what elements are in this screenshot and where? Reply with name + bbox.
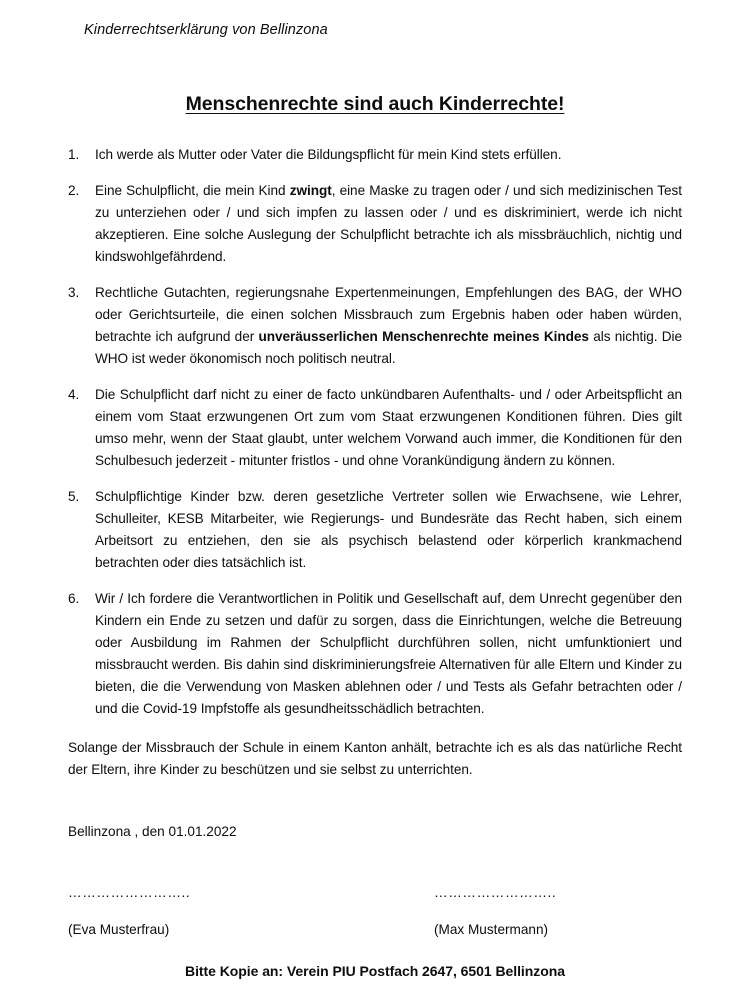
signature-line-left[interactable]: …………………….. (68, 885, 191, 900)
document-footer-note: Bitte Kopie an: Verein PIU Postfach 2647, 6501 Bellinzona (185, 963, 565, 979)
claims-list (68, 144, 682, 720)
page-title: Menschenrechte sind auch Kinderrechte! (185, 93, 565, 116)
claim-text (95, 591, 682, 716)
closing-paragraph: Solange der Missbrauch der Schule in einem Kanton anhält, betrachte ich es als das natürliche Recht der Eltern, ihre Kinder zu beschützen und sie selbst zu unterrichten. (68, 740, 682, 778)
claim-text (95, 489, 682, 570)
claim-item (68, 180, 682, 268)
signature-block-right (434, 886, 556, 937)
claim-emphasis: unveräusserlichen Menschenrechte meines Kindes (258, 329, 589, 345)
claim-text (95, 183, 682, 264)
claim-segment: Wir / Ich fordere die Verantwortlichen in Politik und Gesellschaft auf, dem Unrecht gegenüber den Kindern ein Ende zu setzen und dafür zu sorgen, dass die Einrichtungen, welche die Betreuung oder Ausbildung im Rahmen der Schulpflicht durchführen sollen, nicht umfunktioniert und missbraucht werden. Bis dahin sind diskriminierungsfreie Alternativen für alle Eltern und Kinder zu bieten, die die Verwendung von Masken ablehnen oder / und Tests als Gefahr betrachten oder / und die Covid-19 Impfstoffe als gesundheitsschädlich betrachten. (95, 591, 682, 717)
document-header-label: Kinderrechtserklärung von Bellinzona (84, 22, 328, 38)
signature-line-right[interactable]: …………………….. (434, 885, 557, 900)
claim-segment: Ich werde als Mutter oder Vater die Bildungspflicht für mein Kind stets erfüllen. (95, 147, 562, 162)
signature-name-right: (Max Mustermann) (434, 922, 549, 937)
claim-item (68, 486, 682, 574)
claim-segment: Rechtliche Gutachten, regierungsnahe Expertenmeinungen, Empfehlungen des BAG, der WHO oder Gerichtsurteile, die einen solchen Missbrauch zum Ergebnis haben oder haben würden, betrachte ich aufgrund der (95, 285, 682, 345)
claim-text (95, 387, 682, 468)
claim-item (68, 282, 682, 370)
signature-block-left (68, 886, 190, 937)
claim-number: 1. (68, 147, 80, 162)
claim-segment: als nichtig. Die WHO ist weder ökonomisch noch politisch neutral. (95, 329, 682, 367)
claim-segment: Schulpflichtige Kinder bzw. deren gesetzliche Vertreter sollen wie Erwachsene, wie Lehrer, Schulleiter, KESB Mitarbeiter, wie Regierungs- und Bundesräte das Recht haben, sich einem Arbeitsort zu entziehen, den sie als psychisch belastend oder körperlich krankmachend betrachten oder dies tatsächlich ist. (95, 489, 682, 571)
claim-item (68, 384, 682, 472)
signature-name-left: (Eva Musterfrau) (68, 922, 170, 937)
claim-number: 5. (68, 489, 80, 505)
claim-segment: , eine Maske zu tragen oder / und sich medizinischen Test zu unterziehen oder / und sich impfen zu lassen oder / und es diskriminiert, werde ich nicht akzeptieren. Eine solche Auslegung der Schulpflicht betrachte ich als missbräuchlich, nichtig und kindswohlgefährdend. (95, 183, 682, 265)
claim-item (68, 144, 682, 166)
date-line: Bellinzona , den 01.01.2022 (68, 824, 237, 839)
claim-number: 3. (68, 285, 80, 301)
claim-item (68, 588, 682, 720)
claim-text (95, 285, 682, 366)
claim-segment: Die Schulpflicht darf nicht zu einer de facto unkündbaren Aufenthalts- und / oder Arbeitspflicht an einem vom Staat erzwungenen Ort zum vom Staat erzwungenen Konditionen führen. Dies gilt umso mehr, wenn der Staat glaubt, unter welchem Vorwand auch immer, die Konditionen für den Schulbesuch jederzeit - mitunter fristlos - und ohne Vorankündigung ändern zu können. (95, 387, 682, 469)
claim-number: 6. (68, 591, 80, 607)
claim-emphasis: zwingt (289, 183, 332, 199)
claim-segment: Eine Schulpflicht, die mein Kind (95, 183, 290, 199)
document-body (68, 144, 682, 795)
claim-number: 2. (68, 183, 80, 199)
claim-text (95, 147, 561, 162)
claim-number: 4. (68, 387, 80, 403)
